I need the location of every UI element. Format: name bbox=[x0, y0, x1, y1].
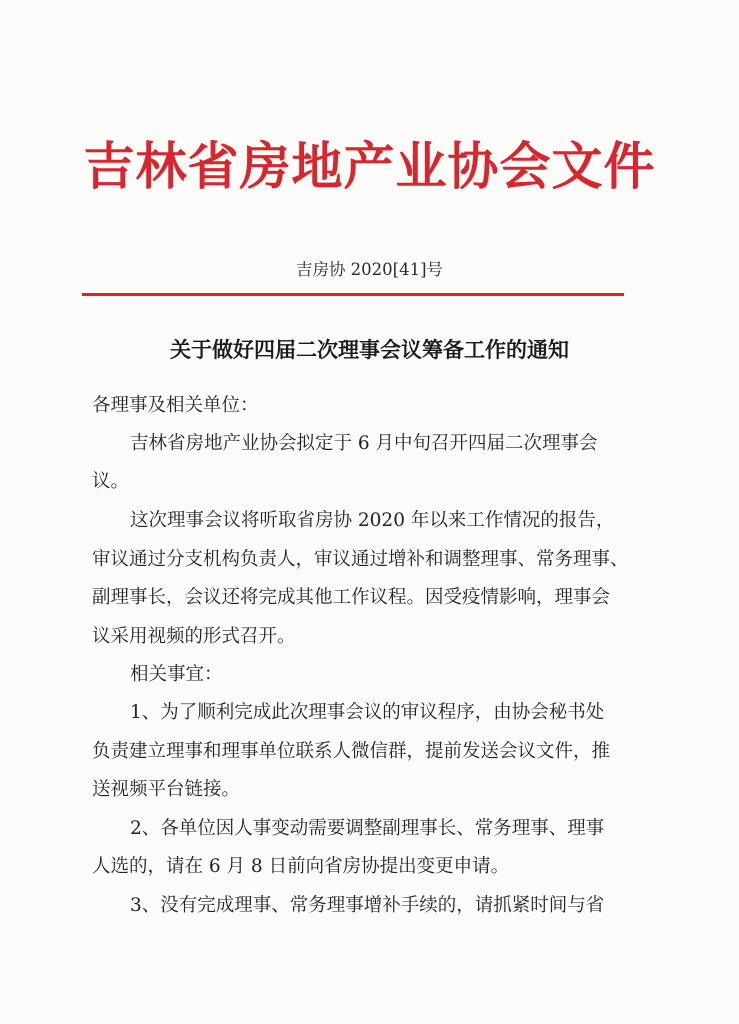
body-line: 副理事长，会议还将完成其他工作议程。因受疫情影响，理事会 bbox=[92, 587, 611, 608]
body-line: 2、各单位因人事变动需要调整副理事长、常务理事、理事 bbox=[130, 818, 605, 839]
body-line: 人选的，请在 6 月 8 日前向省房协提出变更申请。 bbox=[92, 856, 510, 877]
header-divider bbox=[82, 293, 624, 296]
body-line: 这次理事会议将听取省房协 2020 年以来工作情况的报告， bbox=[130, 510, 615, 531]
body-line: 议。 bbox=[92, 471, 130, 492]
notice-title: 关于做好四届二次理事会议筹备工作的通知 bbox=[170, 337, 569, 362]
body-line: 审议通过分支机构负责人，审议通过增补和调整理事、常务理事、 bbox=[92, 549, 629, 570]
body-line: 1、为了顺利完成此次理事会议的审议程序，由协会秘书处 bbox=[130, 702, 605, 723]
body-line: 吉林省房地产业协会拟定于 6 月中旬召开四届二次理事会 bbox=[130, 433, 598, 454]
body-line: 相关事宜： bbox=[130, 664, 223, 685]
body-line: 送视频平台链接。 bbox=[92, 779, 241, 800]
body-line: 负责建立理事和理事单位联系人微信群，提前发送会议文件，推 bbox=[92, 741, 611, 762]
body-line: 3、没有完成理事、常务理事增补手续的，请抓紧时间与省 bbox=[130, 895, 605, 916]
salutation: 各理事及相关单位： bbox=[92, 395, 259, 416]
body-line: 议采用视频的形式召开。 bbox=[92, 626, 296, 647]
document-number: 吉房协 2020[41]号 bbox=[295, 260, 444, 279]
document-header-title: 吉林省房地产业协会文件 bbox=[83, 137, 656, 197]
